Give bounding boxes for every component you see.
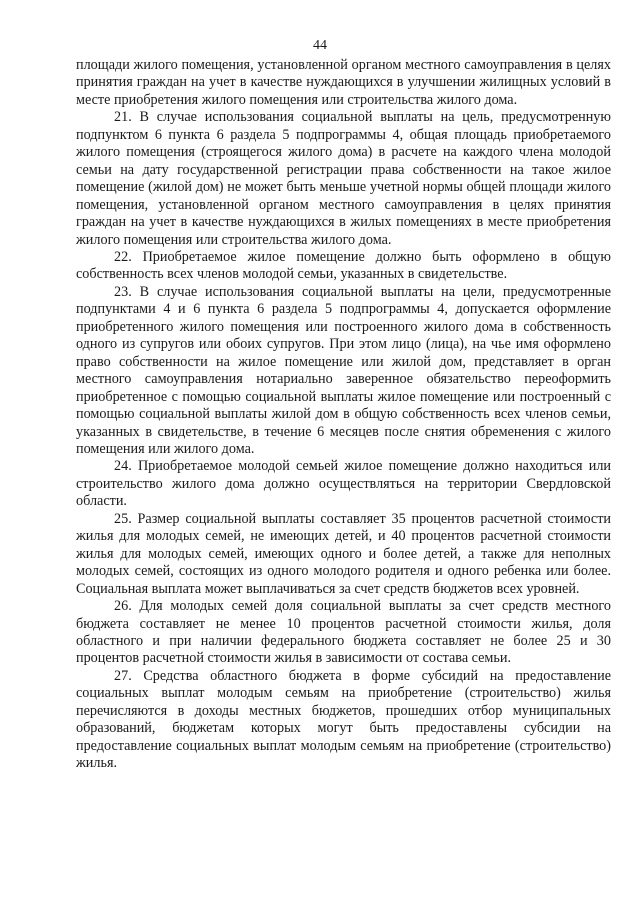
page-number: 44 bbox=[313, 38, 327, 53]
document-body bbox=[76, 57, 611, 773]
paragraph-26: 26. Для молодых семей доля социальной выплаты за счет средств местного бюджета составляет не менее 10 процентов расчетной стоимости жилья, доля областного и при наличии федерального бюджета составляет не более 25 и 30 процентов расчетной стоимости жилья в зависимости от состава семьи. bbox=[76, 598, 611, 667]
paragraph-27: 27. Средства областного бюджета в форме субсидий на предоставление социальных выплат молодым семьям на приобретение (строительство) жилья перечисляются в доходы местных бюджетов, прошедших отбор муниципальных образований, бюджетам которых могут быть предоставлены субсидии на предоставление социальных выплат молодым семьям на приобретение (строительство) жилья. bbox=[76, 667, 611, 772]
paragraph-25: 25. Размер социальной выплаты составляет 35 процентов расчетной стоимости жилья для молодых семей, не имеющих детей, и 40 процентов расчетной стоимости жилья для молодых семей, имеющих одного и более детей, а также для неполных молодых семей, состоящих из одного молодого родителя и одного ребенка или более. Социальная выплата может выплачиваться за счет средств бюджетов всех уровней. bbox=[76, 510, 611, 597]
paragraph-21: 21. В случае использования социальной выплаты на цель, предусмотренную подпунктом 6 пункта 6 раздела 5 подпрограммы 4, общая площадь приобретаемого жилого помещения (строящегося жилого дома) в расчете на каждого члена молодой семьи на дату государственной регистрации права собственности на такое жилое помещение (жилой дом) не может быть меньше учетной нормы общей площади жилого помещения, установленной органом местного самоуправления в целях принятия граждан на учет в качестве нуждающихся в жилых помещениях в месте приобретения жилого помещения или строительства жилого дома. bbox=[76, 109, 611, 248]
paragraph-23: 23. В случае использования социальной выплаты на цели, предусмотренные подпунктами 4 и 6 пункта 6 раздела 5 подпрограммы 4, допускается оформление приобретенного жилого помещения или построенного жилого дома в собственность одного из супругов или обоих супругов. При этом лицо (лица), на чье имя оформлено право собственности на жилое помещение или жилой дом, представляет в орган местного самоуправления нотариально заверенное обязательство переоформить приобретенное с помощью социальной выплаты жилое помещение или построенный с помощью социальной выплаты жилой дом в общую собственность всех членов семьи, указанных в свидетельстве, в течение 6 месяцев после снятия обременения с жилого помещения или жилого дома. bbox=[76, 283, 611, 457]
paragraph-24: 24. Приобретаемое молодой семьей жилое помещение должно находиться или строительство жилого дома должно осуществляться на территории Свердловской области. bbox=[76, 458, 611, 510]
paragraph-continuation: площади жилого помещения, установленной органом местного самоуправления в целях принятия граждан на учет в качестве нуждающихся в улучшении жилищных условий в месте приобретения жилого помещения или строительства жилого дома. bbox=[76, 57, 611, 108]
paragraph-22: 22. Приобретаемое жилое помещение должно быть оформлено в общую собственность всех членов молодой семьи, указанных в свидетельстве. bbox=[76, 248, 611, 283]
